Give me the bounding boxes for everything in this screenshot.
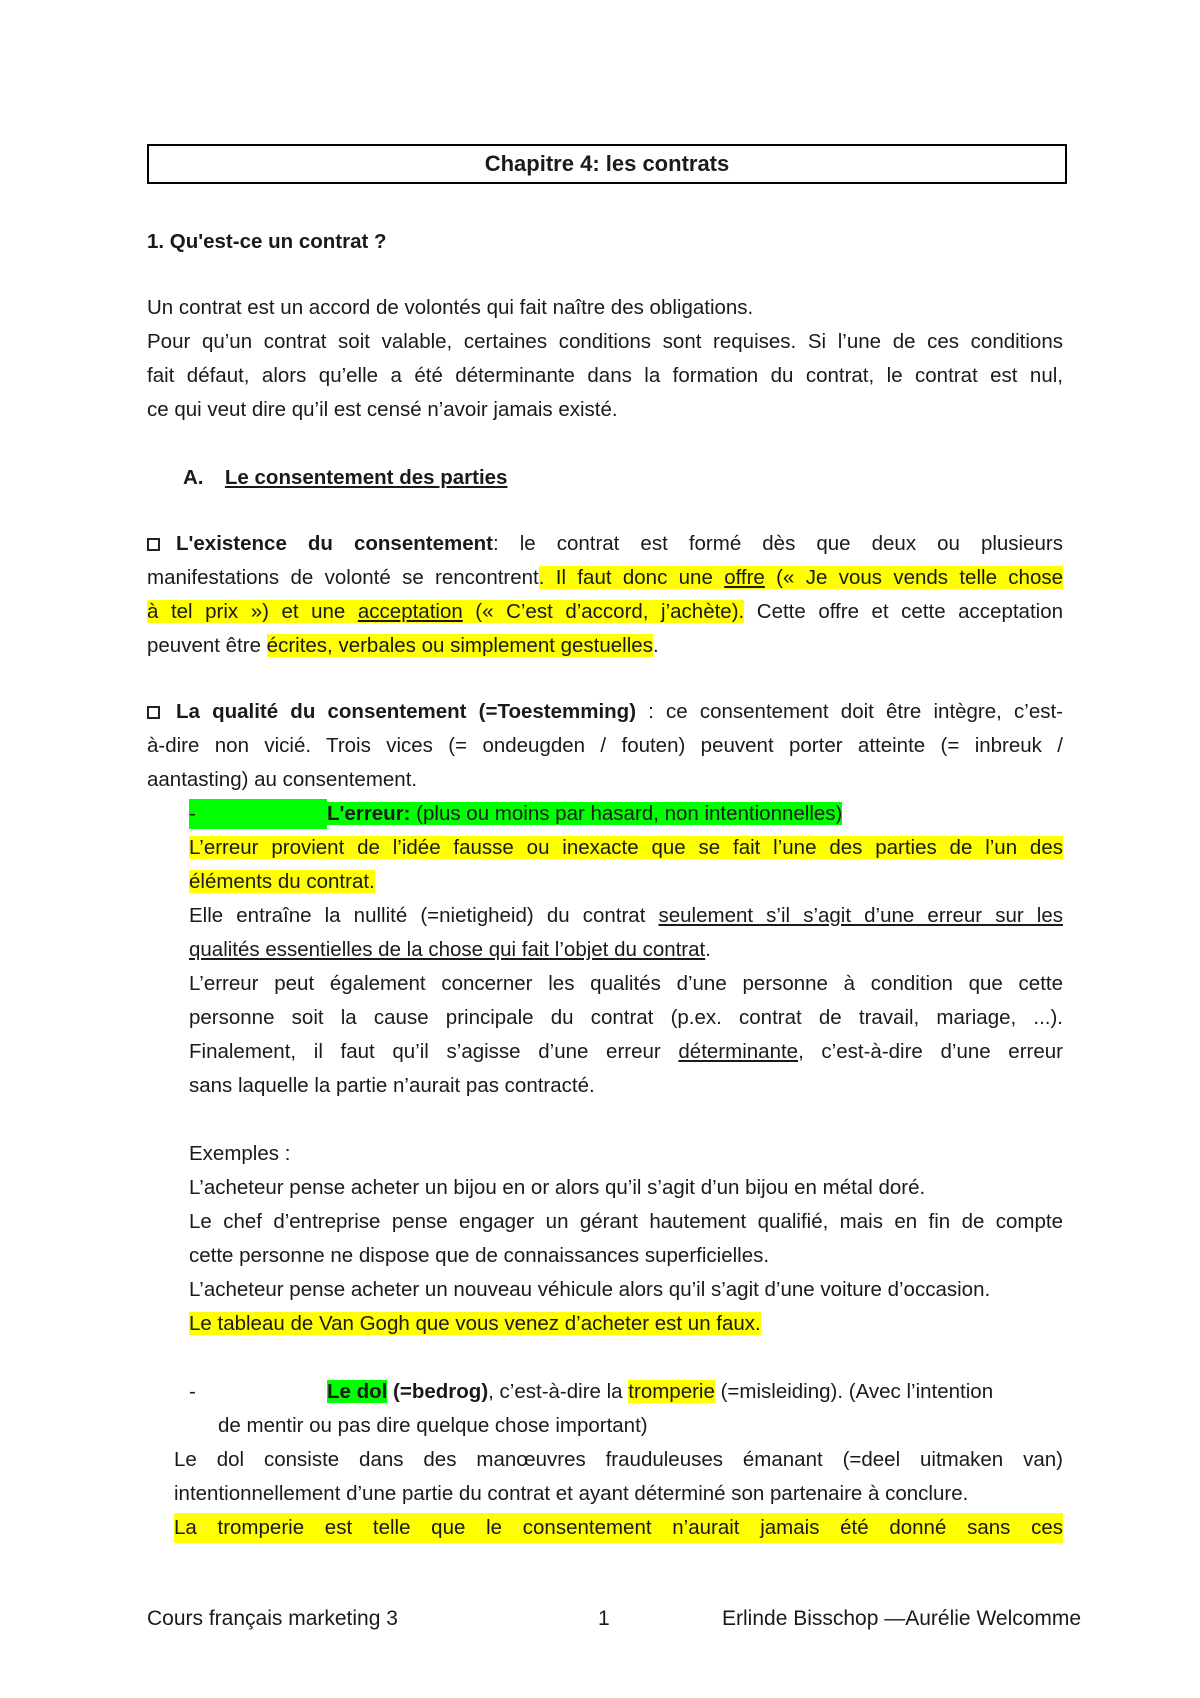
example-line: L’acheteur pense acheter un bijou en or alors qu’il s’agit d’un bijou en métal doré.: [189, 1176, 926, 1199]
text-span: , c’est-à-dire d’une erreur: [798, 1040, 1063, 1063]
dol-line: de mentir ou pas dire quelque chose important): [218, 1414, 648, 1437]
dol-paragraph-line: La tromperie est telle que le consentement n’aurait jamais été donné sans ces: [174, 1513, 1063, 1543]
text-span: manifestations de volonté se rencontrent: [147, 566, 539, 589]
text-span: à tel prix ») et une: [147, 600, 358, 623]
text-span: .: [705, 938, 711, 961]
dol-paragraph-line: intentionnellement d’une partie du contrat et ayant déterminé son partenaire à conclure.: [174, 1482, 969, 1505]
term-label: L'existence du consentement: [176, 532, 493, 555]
term-label: Le dol: [327, 1380, 388, 1403]
highlight-span: L’erreur provient de l’idée fausse ou inexacte que se fait l’une des parties de l’un des: [189, 836, 1063, 859]
highlight-span: éléments du contrat.: [189, 870, 375, 893]
underlined-term: offre: [724, 566, 765, 589]
text-span: , c’est-à-dire la: [488, 1380, 629, 1403]
section-heading: 1. Qu'est-ce un contrat ?: [147, 230, 387, 253]
chapter-title: Chapitre 4: les contrats: [147, 144, 1067, 184]
example-line: Le chef d’entreprise pense engager un gérant hautement qualifié, mais en fin de compte: [189, 1210, 1063, 1233]
underlined-term: seulement s’il s’agit d’une erreur sur les: [658, 904, 1063, 927]
dol-heading: [189, 1377, 993, 1407]
underlined-term: acceptation: [357, 600, 463, 623]
highlight-span: écrites, verbales ou simplement gestuelles: [266, 634, 653, 657]
highlight-span: [539, 566, 1063, 589]
existence-line-3: [147, 597, 1063, 627]
erreur-paragraph-line: L’erreur peut également concerner les qualités d’une personne à condition que cette: [189, 972, 1063, 995]
term-label: La qualité du consentement (=Toestemming): [176, 700, 637, 723]
paragraph-line: ce qui veut dire qu’il est censé n’avoir jamais existé.: [147, 398, 618, 421]
text-span: .: [652, 634, 659, 657]
footer-course: Cours français marketing 3: [147, 1607, 398, 1630]
term-label: L'erreur:: [327, 802, 411, 825]
paragraph-line: fait défaut, alors qu’elle a été déterminante dans la formation du contrat, le contrat est nul,: [147, 364, 1063, 387]
dol-paragraph-line: Le dol consiste dans des manœuvres frauduleuses émanant (=deel uitmaken van): [174, 1448, 1063, 1471]
text-span: (=bedrog): [387, 1380, 489, 1403]
underlined-term: qualités essentielles de la chose qui fait l’objet du contrat: [189, 938, 706, 961]
highlight-span: Le tableau de Van Gogh que vous venez d’acheter est un faux.: [189, 1312, 761, 1335]
text-span: Cette offre et cette acceptation: [744, 600, 1063, 623]
qualite-line-2: à-dire non vicié. Trois vices (= ondeugden / fouten) peuvent porter atteinte (= inbreuk /: [147, 734, 1063, 757]
example-line: cette personne ne dispose que de connaissances superficielles.: [189, 1244, 770, 1267]
text-span: : ce consentement doit être intègre, c’est-: [636, 700, 1063, 723]
text-span: . Il faut donc une: [538, 566, 725, 589]
qualite-line-1: [147, 697, 1063, 727]
example-line: [189, 1309, 761, 1339]
paragraph-line: Un contrat est un accord de volontés qui fait naître des obligations.: [147, 296, 754, 319]
subsection-letter: A.: [183, 466, 204, 489]
text-span: (=misleiding). (Avec l’intention: [714, 1380, 994, 1403]
text-span: (« Je vous vends telle chose: [764, 566, 1063, 589]
paragraph-line: Pour qu’un contrat soit valable, certaines conditions sont requises. Si l’une de ces conditions: [147, 330, 1063, 353]
erreur-paragraph-line: [189, 1037, 1063, 1067]
erreur-nullite-line-1: [189, 901, 1063, 931]
erreur-paragraph-line: personne soit la cause principale du contrat (p.ex. contrat de travail, mariage, ...).: [189, 1006, 1063, 1029]
checkbox-bullet-icon: [147, 538, 160, 551]
dash-marker: -: [189, 1380, 196, 1403]
erreur-definition-line: [189, 867, 375, 897]
erreur-nullite-line-2: [189, 935, 711, 965]
existence-line-2: [147, 563, 1063, 593]
text-span: (« C’est d’accord, j’achète).: [462, 600, 745, 623]
text-span: Elle entraîne la nullité (=nietigheid) du contrat: [189, 904, 659, 927]
erreur-heading: [189, 799, 842, 829]
subsection-heading: [183, 463, 507, 493]
erreur-definition-line: [189, 833, 1063, 863]
text-span: peuvent être: [147, 634, 267, 657]
existence-line-1: [147, 529, 1063, 559]
subsection-title: Le consentement des parties: [224, 466, 508, 489]
footer-page-number: 1: [598, 1607, 610, 1630]
erreur-paragraph-line: sans laquelle la partie n’aurait pas contracté.: [189, 1074, 595, 1097]
highlight-span: [147, 600, 744, 623]
dash-marker: -: [189, 799, 327, 829]
underlined-term: déterminante: [678, 1040, 799, 1063]
checkbox-bullet-icon: [147, 706, 160, 719]
example-line: L’acheteur pense acheter un nouveau véhicule alors qu’il s’agit d’une voiture d’occasion.: [189, 1278, 991, 1301]
text-span: Finalement, il faut qu’il s’agisse d’une erreur: [189, 1040, 679, 1063]
text-span: : le contrat est formé dès que deux ou plusieurs: [492, 532, 1063, 555]
examples-heading: Exemples :: [189, 1142, 291, 1165]
highlight-span: tromperie: [628, 1380, 715, 1403]
existence-line-4: [147, 631, 659, 661]
footer-authors: Erlinde Bisschop —Aurélie Welcomme: [722, 1607, 1082, 1630]
qualite-line-3: aantasting) au consentement.: [147, 768, 418, 791]
highlight-span: (plus ou moins par hasard, non intentionnelles): [410, 802, 843, 825]
